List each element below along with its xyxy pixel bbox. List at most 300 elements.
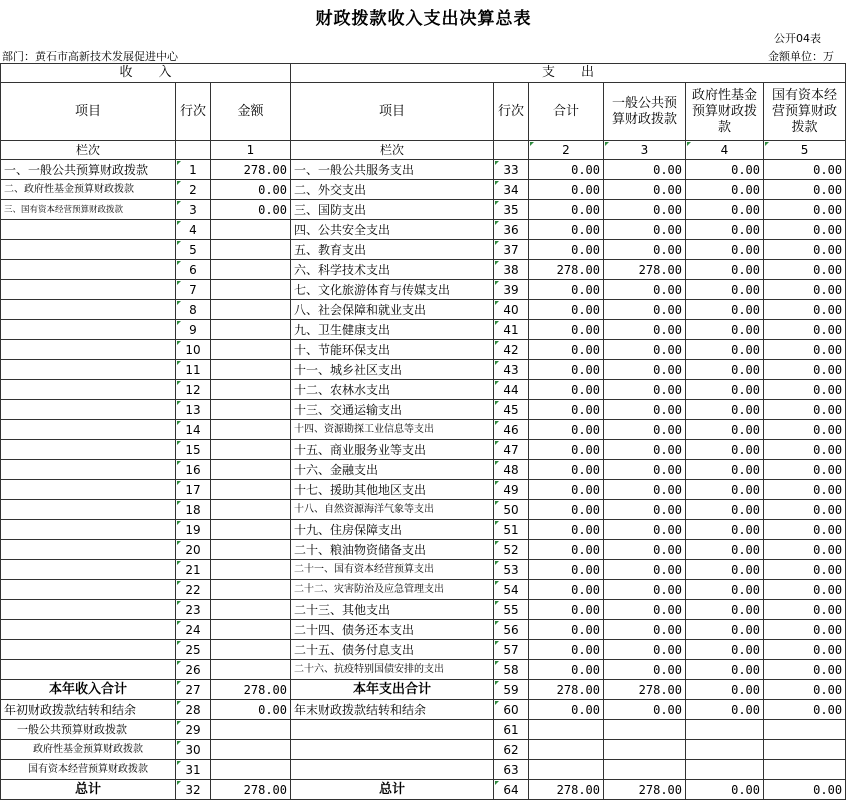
table-row bbox=[1, 160, 846, 180]
expense-line-no: 55 bbox=[494, 600, 529, 620]
expense-item: 十七、援助其他地区支出 bbox=[291, 480, 494, 500]
total-value: 0.00 bbox=[529, 420, 604, 440]
total-value: 0.00 bbox=[529, 380, 604, 400]
income-item bbox=[1, 660, 176, 680]
total-value: 0.00 bbox=[529, 300, 604, 320]
state-capital-value: 0.00 bbox=[764, 700, 846, 720]
general-value: 0.00 bbox=[604, 700, 686, 720]
expense-item: 十六、金融支出 bbox=[291, 460, 494, 480]
expense-line-no: 42 bbox=[494, 340, 529, 360]
gov-fund-value: 0.00 bbox=[686, 660, 764, 680]
col-number: 1 bbox=[211, 141, 291, 160]
expense-item: 九、卫生健康支出 bbox=[291, 320, 494, 340]
total-value: 278.00 bbox=[529, 680, 604, 700]
income-line-no: 14 bbox=[176, 420, 211, 440]
income-amount bbox=[211, 260, 291, 280]
general-value: 0.00 bbox=[604, 400, 686, 420]
table-row bbox=[1, 440, 846, 460]
total-value: 0.00 bbox=[529, 220, 604, 240]
income-amount: 278.00 bbox=[211, 160, 291, 180]
expense-line-no: 56 bbox=[494, 620, 529, 640]
lanci-label: 栏次 bbox=[1, 141, 176, 160]
gov-fund-value: 0.00 bbox=[686, 320, 764, 340]
income-amount bbox=[211, 320, 291, 340]
gov-fund-value: 0.00 bbox=[686, 260, 764, 280]
income-line-no: 30 bbox=[176, 740, 211, 760]
expense-line-no: 47 bbox=[494, 440, 529, 460]
income-amount bbox=[211, 640, 291, 660]
gov-fund-value: 0.00 bbox=[686, 360, 764, 380]
gov-fund-value: 0.00 bbox=[686, 460, 764, 480]
total-value: 0.00 bbox=[529, 440, 604, 460]
expense-line-no: 63 bbox=[494, 760, 529, 780]
income-item bbox=[1, 560, 176, 580]
income-line-no: 31 bbox=[176, 760, 211, 780]
general-value: 0.00 bbox=[604, 160, 686, 180]
income-amount bbox=[211, 480, 291, 500]
table-row bbox=[1, 620, 846, 640]
income-line-no: 4 bbox=[176, 220, 211, 240]
carry-end-label: 年末财政拨款结转和结余 bbox=[291, 700, 494, 720]
income-line-no: 7 bbox=[176, 280, 211, 300]
income-amount: 0.00 bbox=[211, 180, 291, 200]
total-value: 0.00 bbox=[529, 540, 604, 560]
expense-item: 二十五、债务付息支出 bbox=[291, 640, 494, 660]
gov-fund-header: 政府性基金预算财政拨款 bbox=[686, 83, 764, 141]
total-value: 0.00 bbox=[529, 160, 604, 180]
budget-table bbox=[0, 63, 846, 800]
table-row bbox=[1, 420, 846, 440]
general-value: 0.00 bbox=[604, 340, 686, 360]
expense-line-no: 37 bbox=[494, 240, 529, 260]
expense-line-no: 62 bbox=[494, 740, 529, 760]
total-value: 0.00 bbox=[529, 360, 604, 380]
general-value: 0.00 bbox=[604, 440, 686, 460]
general-value: 0.00 bbox=[604, 580, 686, 600]
grand-total-row bbox=[1, 780, 846, 800]
income-item bbox=[1, 580, 176, 600]
total-value: 0.00 bbox=[529, 600, 604, 620]
expense-item: 十、节能环保支出 bbox=[291, 340, 494, 360]
total-value: 0.00 bbox=[529, 700, 604, 720]
general-value: 0.00 bbox=[604, 500, 686, 520]
expense-item: 二十、粮油物资储备支出 bbox=[291, 540, 494, 560]
total-value: 0.00 bbox=[529, 340, 604, 360]
unit-label: 金额单位：万 bbox=[768, 50, 834, 63]
gov-fund-value: 0.00 bbox=[686, 580, 764, 600]
expense-line-no: 51 bbox=[494, 520, 529, 540]
state-capital-value: 0.00 bbox=[764, 520, 846, 540]
expense-item: 十四、资源勘探工业信息等支出 bbox=[291, 420, 494, 440]
general-value: 0.00 bbox=[604, 320, 686, 340]
table-row bbox=[1, 520, 846, 540]
income-line-no: 19 bbox=[176, 520, 211, 540]
gov-fund-value: 0.00 bbox=[686, 420, 764, 440]
income-item bbox=[1, 540, 176, 560]
carryover-row bbox=[1, 700, 846, 720]
income-line-no: 5 bbox=[176, 240, 211, 260]
state-capital-value: 0.00 bbox=[764, 420, 846, 440]
total-value: 0.00 bbox=[529, 520, 604, 540]
expense-section-header: 支 出 bbox=[291, 64, 846, 83]
table-row bbox=[1, 500, 846, 520]
income-amount bbox=[211, 620, 291, 640]
gov-fund-value: 0.00 bbox=[686, 700, 764, 720]
gov-fund-value: 0.00 bbox=[686, 240, 764, 260]
income-amount bbox=[211, 300, 291, 320]
table-row bbox=[1, 320, 846, 340]
general-value: 0.00 bbox=[604, 280, 686, 300]
department-label: 部门：黄石市高新技术发展促进中心 bbox=[2, 50, 178, 63]
income-line-no: 24 bbox=[176, 620, 211, 640]
state-capital-value: 0.00 bbox=[764, 660, 846, 680]
table-row bbox=[1, 300, 846, 320]
expense-item: 六、科学技术支出 bbox=[291, 260, 494, 280]
carry-begin-label: 年初财政拨款结转和结余 bbox=[1, 700, 176, 720]
income-line-no: 1 bbox=[176, 160, 211, 180]
general-value: 0.00 bbox=[604, 660, 686, 680]
income-item bbox=[1, 440, 176, 460]
total-value: 0.00 bbox=[529, 560, 604, 580]
expense-line-header: 行次 bbox=[494, 83, 529, 141]
general-value: 0.00 bbox=[604, 420, 686, 440]
state-capital-value: 0.00 bbox=[764, 300, 846, 320]
income-item bbox=[1, 460, 176, 480]
state-capital-value: 0.00 bbox=[764, 320, 846, 340]
expense-item: 十八、自然资源海洋气象等支出 bbox=[291, 500, 494, 520]
table-row bbox=[1, 280, 846, 300]
general-value: 0.00 bbox=[604, 180, 686, 200]
expense-item: 四、公共安全支出 bbox=[291, 220, 494, 240]
general-value: 0.00 bbox=[604, 600, 686, 620]
expense-item: 二十四、债务还本支出 bbox=[291, 620, 494, 640]
general-value: 278.00 bbox=[604, 260, 686, 280]
gov-fund-value: 0.00 bbox=[686, 640, 764, 660]
gov-fund-value: 0.00 bbox=[686, 520, 764, 540]
table-row bbox=[1, 340, 846, 360]
report-title: 财政拨款收入支出决算总表 bbox=[315, 9, 532, 29]
table-row bbox=[1, 480, 846, 500]
income-line-no: 15 bbox=[176, 440, 211, 460]
gov-fund-value: 0.00 bbox=[686, 780, 764, 800]
general-value: 0.00 bbox=[604, 480, 686, 500]
state-capital-value: 0.00 bbox=[764, 680, 846, 700]
state-capital-value: 0.00 bbox=[764, 340, 846, 360]
income-item bbox=[1, 480, 176, 500]
state-capital-value: 0.00 bbox=[764, 240, 846, 260]
state-capital-value: 0.00 bbox=[764, 500, 846, 520]
expense-item: 十五、商业服务业等支出 bbox=[291, 440, 494, 460]
expense-item: 十九、住房保障支出 bbox=[291, 520, 494, 540]
expense-item: 二十三、其他支出 bbox=[291, 600, 494, 620]
income-amount bbox=[211, 520, 291, 540]
income-amount bbox=[211, 580, 291, 600]
table-row bbox=[1, 600, 846, 620]
income-amount bbox=[211, 500, 291, 520]
state-capital-value: 0.00 bbox=[764, 280, 846, 300]
state-capital-value: 0.00 bbox=[764, 380, 846, 400]
expense-item: 十一、城乡社区支出 bbox=[291, 360, 494, 380]
table-row bbox=[1, 560, 846, 580]
expense-item: 十三、交通运输支出 bbox=[291, 400, 494, 420]
income-item bbox=[1, 600, 176, 620]
expense-line-no: 61 bbox=[494, 720, 529, 740]
general-value: 0.00 bbox=[604, 360, 686, 380]
state-capital-value: 0.00 bbox=[764, 440, 846, 460]
expense-line-no: 54 bbox=[494, 580, 529, 600]
income-line-no: 17 bbox=[176, 480, 211, 500]
general-value: 278.00 bbox=[604, 680, 686, 700]
total-value: 0.00 bbox=[529, 640, 604, 660]
gov-fund-value: 0.00 bbox=[686, 480, 764, 500]
table-row bbox=[1, 240, 846, 260]
income-amount bbox=[211, 540, 291, 560]
income-line-no: 18 bbox=[176, 500, 211, 520]
expense-item: 八、社会保障和就业支出 bbox=[291, 300, 494, 320]
income-amount bbox=[211, 280, 291, 300]
income-line-no: 32 bbox=[176, 780, 211, 800]
expense-line-no: 35 bbox=[494, 200, 529, 220]
income-section-header: 收 入 bbox=[1, 64, 291, 83]
income-line-no: 26 bbox=[176, 660, 211, 680]
income-item bbox=[1, 500, 176, 520]
gov-fund-value: 0.00 bbox=[686, 620, 764, 640]
gov-fund-value: 0.00 bbox=[686, 280, 764, 300]
carryover-sub-label: 一般公共预算财政拨款 bbox=[1, 720, 176, 740]
total-value: 0.00 bbox=[529, 180, 604, 200]
income-item bbox=[1, 400, 176, 420]
expense-line-no: 50 bbox=[494, 500, 529, 520]
income-total-amount: 278.00 bbox=[211, 680, 291, 700]
income-line-no: 10 bbox=[176, 340, 211, 360]
gov-fund-value: 0.00 bbox=[686, 680, 764, 700]
total-value: 0.00 bbox=[529, 400, 604, 420]
gov-fund-value: 0.00 bbox=[686, 220, 764, 240]
income-item: 三、国有资本经营预算财政拨款 bbox=[1, 200, 176, 220]
col-number: 2 bbox=[529, 141, 604, 160]
total-value: 278.00 bbox=[529, 260, 604, 280]
table-row bbox=[1, 660, 846, 680]
carryover-sub-row bbox=[1, 720, 846, 740]
expense-item: 五、教育支出 bbox=[291, 240, 494, 260]
income-amount bbox=[211, 600, 291, 620]
income-amount bbox=[211, 360, 291, 380]
income-line-no: 8 bbox=[176, 300, 211, 320]
table-row bbox=[1, 640, 846, 660]
carryover-sub-row bbox=[1, 760, 846, 780]
gov-fund-value: 0.00 bbox=[686, 380, 764, 400]
total-value: 0.00 bbox=[529, 580, 604, 600]
state-capital-value: 0.00 bbox=[764, 180, 846, 200]
state-capital-value: 0.00 bbox=[764, 460, 846, 480]
income-amount-header: 金额 bbox=[211, 83, 291, 141]
state-capital-value: 0.00 bbox=[764, 260, 846, 280]
expense-line-no: 53 bbox=[494, 560, 529, 580]
total-value: 0.00 bbox=[529, 200, 604, 220]
state-capital-value: 0.00 bbox=[764, 540, 846, 560]
table-row bbox=[1, 180, 846, 200]
expense-total-label: 本年支出合计 bbox=[291, 680, 494, 700]
income-line-no: 11 bbox=[176, 360, 211, 380]
gov-fund-value: 0.00 bbox=[686, 200, 764, 220]
income-line-no: 20 bbox=[176, 540, 211, 560]
expense-line-no: 34 bbox=[494, 180, 529, 200]
table-row bbox=[1, 360, 846, 380]
income-amount bbox=[211, 460, 291, 480]
income-line-no: 23 bbox=[176, 600, 211, 620]
gov-fund-value: 0.00 bbox=[686, 540, 764, 560]
gov-fund-value: 0.00 bbox=[686, 160, 764, 180]
income-item bbox=[1, 220, 176, 240]
income-line-no: 6 bbox=[176, 260, 211, 280]
state-capital-value: 0.00 bbox=[764, 480, 846, 500]
income-item: 二、政府性基金预算财政拨款 bbox=[1, 180, 176, 200]
state-capital-value: 0.00 bbox=[764, 580, 846, 600]
expense-line-no: 48 bbox=[494, 460, 529, 480]
state-capital-value: 0.00 bbox=[764, 620, 846, 640]
income-line-header: 行次 bbox=[176, 83, 211, 141]
expense-item: 二十二、灾害防治及应急管理支出 bbox=[291, 580, 494, 600]
gov-fund-value: 0.00 bbox=[686, 500, 764, 520]
income-amount bbox=[211, 240, 291, 260]
gov-fund-value: 0.00 bbox=[686, 400, 764, 420]
income-item bbox=[1, 640, 176, 660]
gov-fund-value: 0.00 bbox=[686, 180, 764, 200]
income-line-no: 16 bbox=[176, 460, 211, 480]
income-item bbox=[1, 280, 176, 300]
general-value: 0.00 bbox=[604, 380, 686, 400]
state-capital-value: 0.00 bbox=[764, 780, 846, 800]
table-row bbox=[1, 400, 846, 420]
expense-line-no: 52 bbox=[494, 540, 529, 560]
general-value: 0.00 bbox=[604, 240, 686, 260]
income-line-no: 21 bbox=[176, 560, 211, 580]
expense-line-no: 46 bbox=[494, 420, 529, 440]
expense-line-no: 38 bbox=[494, 260, 529, 280]
expense-line-no: 49 bbox=[494, 480, 529, 500]
expense-line-no: 33 bbox=[494, 160, 529, 180]
annual-total-row bbox=[1, 680, 846, 700]
total-value: 0.00 bbox=[529, 620, 604, 640]
expense-item: 三、国防支出 bbox=[291, 200, 494, 220]
income-amount bbox=[211, 380, 291, 400]
gov-fund-value: 0.00 bbox=[686, 300, 764, 320]
total-value: 278.00 bbox=[529, 780, 604, 800]
income-line-no: 29 bbox=[176, 720, 211, 740]
general-budget-header: 一般公共预算财政拨款 bbox=[604, 83, 686, 141]
state-capital-value: 0.00 bbox=[764, 600, 846, 620]
carryover-sub-label: 政府性基金预算财政拨款 bbox=[1, 740, 176, 760]
income-line-no: 3 bbox=[176, 200, 211, 220]
col-number: 4 bbox=[686, 141, 764, 160]
table-row bbox=[1, 580, 846, 600]
table-row bbox=[1, 200, 846, 220]
total-value: 0.00 bbox=[529, 240, 604, 260]
gov-fund-value: 0.00 bbox=[686, 600, 764, 620]
income-item bbox=[1, 360, 176, 380]
income-line-no: 9 bbox=[176, 320, 211, 340]
carryover-sub-label: 国有资本经营预算财政拨款 bbox=[1, 760, 176, 780]
grand-total-income-amount: 278.00 bbox=[211, 780, 291, 800]
income-line-no: 25 bbox=[176, 640, 211, 660]
table-row bbox=[1, 540, 846, 560]
income-item bbox=[1, 340, 176, 360]
expense-item: 二十一、国有资本经营预算支出 bbox=[291, 560, 494, 580]
total-value: 0.00 bbox=[529, 500, 604, 520]
income-item bbox=[1, 380, 176, 400]
income-amount bbox=[211, 660, 291, 680]
form-code: 公开04表 bbox=[774, 32, 821, 45]
expense-item: 七、文化旅游体育与传媒支出 bbox=[291, 280, 494, 300]
income-item: 一、一般公共预算财政拨款 bbox=[1, 160, 176, 180]
income-line-no: 28 bbox=[176, 700, 211, 720]
income-line-no: 2 bbox=[176, 180, 211, 200]
general-value: 0.00 bbox=[604, 220, 686, 240]
state-capital-value: 0.00 bbox=[764, 400, 846, 420]
state-capital-value: 0.00 bbox=[764, 160, 846, 180]
total-value: 0.00 bbox=[529, 480, 604, 500]
expense-line-no: 58 bbox=[494, 660, 529, 680]
income-amount bbox=[211, 340, 291, 360]
state-capital-value: 0.00 bbox=[764, 360, 846, 380]
general-value: 0.00 bbox=[604, 300, 686, 320]
income-amount bbox=[211, 400, 291, 420]
income-item bbox=[1, 300, 176, 320]
income-line-no: 13 bbox=[176, 400, 211, 420]
income-line-no: 22 bbox=[176, 580, 211, 600]
income-item bbox=[1, 320, 176, 340]
general-value: 0.00 bbox=[604, 560, 686, 580]
income-line-no: 27 bbox=[176, 680, 211, 700]
general-value: 0.00 bbox=[604, 620, 686, 640]
lanci-label: 栏次 bbox=[291, 141, 494, 160]
income-item bbox=[1, 620, 176, 640]
income-item bbox=[1, 240, 176, 260]
general-value: 0.00 bbox=[604, 200, 686, 220]
general-value: 0.00 bbox=[604, 460, 686, 480]
income-amount: 0.00 bbox=[211, 200, 291, 220]
expense-item: 二十六、抗疫特别国债安排的支出 bbox=[291, 660, 494, 680]
carryover-sub-row bbox=[1, 740, 846, 760]
income-item-header: 项目 bbox=[1, 83, 176, 141]
gov-fund-value: 0.00 bbox=[686, 340, 764, 360]
income-amount bbox=[211, 220, 291, 240]
income-item bbox=[1, 260, 176, 280]
general-value: 0.00 bbox=[604, 540, 686, 560]
income-amount bbox=[211, 420, 291, 440]
income-item bbox=[1, 420, 176, 440]
expense-line-no: 64 bbox=[494, 780, 529, 800]
income-line-no: 12 bbox=[176, 380, 211, 400]
col-number: 5 bbox=[764, 141, 846, 160]
expense-line-no: 36 bbox=[494, 220, 529, 240]
carry-begin-amount: 0.00 bbox=[211, 700, 291, 720]
expense-line-no: 43 bbox=[494, 360, 529, 380]
general-value: 0.00 bbox=[604, 640, 686, 660]
expense-line-no: 44 bbox=[494, 380, 529, 400]
expense-item: 一、一般公共服务支出 bbox=[291, 160, 494, 180]
total-value: 0.00 bbox=[529, 660, 604, 680]
expense-line-no: 41 bbox=[494, 320, 529, 340]
total-value: 0.00 bbox=[529, 320, 604, 340]
expense-line-no: 40 bbox=[494, 300, 529, 320]
total-value: 0.00 bbox=[529, 460, 604, 480]
expense-item: 十二、农林水支出 bbox=[291, 380, 494, 400]
state-capital-header: 国有资本经营预算财政拨款 bbox=[764, 83, 846, 141]
expense-item: 二、外交支出 bbox=[291, 180, 494, 200]
expense-line-no: 60 bbox=[494, 700, 529, 720]
income-amount bbox=[211, 560, 291, 580]
